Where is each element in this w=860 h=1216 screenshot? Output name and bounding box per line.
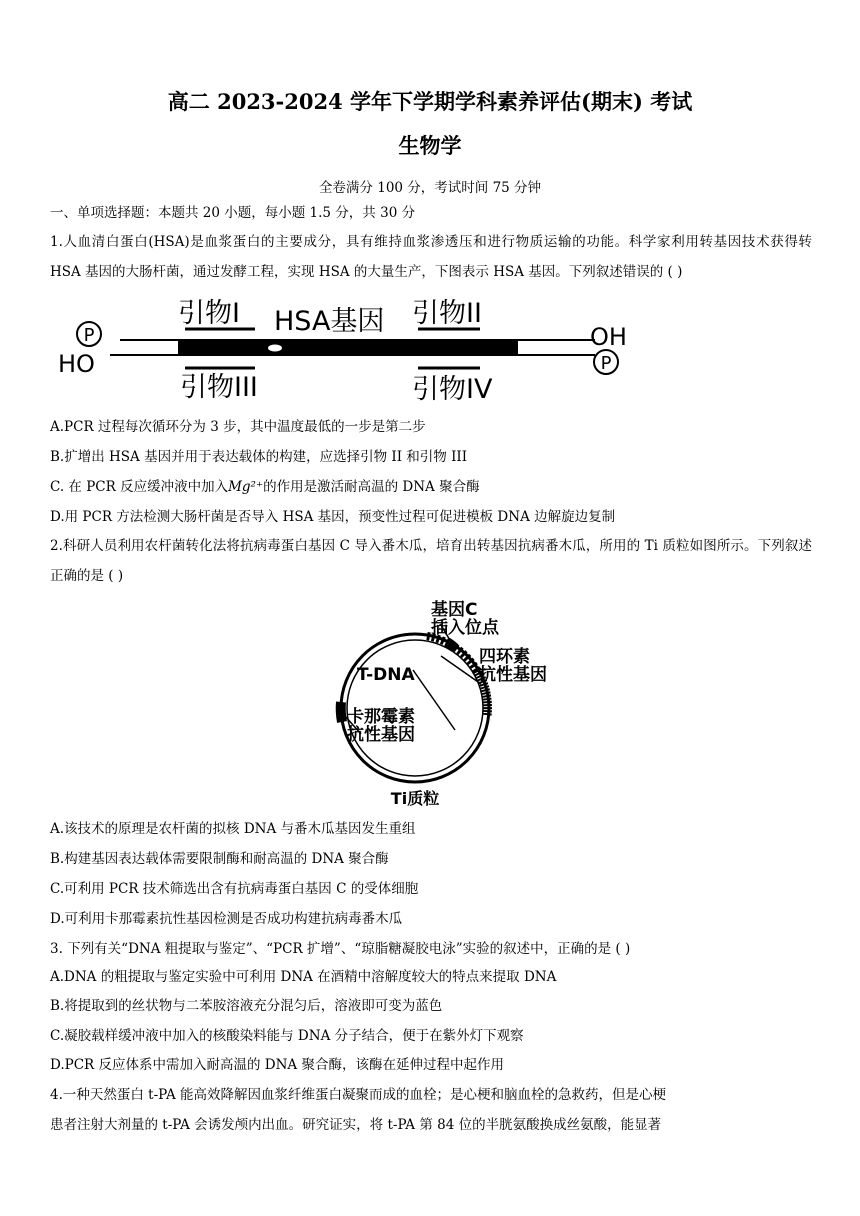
q1-option-d: D.用 PCR 方法检测大肠杆菌是否导入 HSA 基因，预变性过程可促进模板 DNA 边解旋边复制 [50, 509, 616, 525]
hsa-gene-block [178, 340, 518, 355]
q4-line-2: 患者注射大剂量的 t-PA 会诱发颅内出血。研究证实，将 t-PA 第 84 位的半胱氨酸换成丝氨酸，能显著 [50, 1117, 662, 1133]
q3-option-a: A.DNA 的粗提取与鉴定实验中可利用 DNA 在酒精中溶解度较大的特点来提取 DNA [50, 969, 557, 985]
insert-site-label-2: 插入位点 [431, 618, 499, 638]
subject-title: 生物学 [398, 133, 462, 158]
insert-site-label-1: 基因C [431, 600, 478, 620]
ti-plasmid-caption: Ti质粒 [390, 789, 440, 808]
q1-stem: 1.人血清白蛋白(HSA)是血浆蛋白的主要成分，具有维持血浆渗透压和进行物质运输的功能。科学家利用转基因技术获得转 HSA 基因的大肠杆菌，通过发酵工程，实现 HSA 的大量生产，下图表示 HSA 基因。下列叙述错误的 ( ) [50, 234, 812, 280]
primer-3-label: 引物III [180, 372, 258, 403]
ho-label: HO [58, 350, 95, 378]
hsa-gene-label: HSA基因 [274, 306, 385, 337]
q4-line-1: 4.一种天然蛋白 t-PA 能高效降解因血浆纤维蛋白凝聚而成的血栓；是心梗和脑血栓的急救药，但是心梗 [50, 1087, 667, 1103]
kanamycin-label-2: 抗性基因 [347, 725, 415, 745]
q2-option-b: B.构建基因表达载体需要限制酶和耐高温的 DNA 聚合酶 [50, 851, 389, 867]
section-heading: 一、单项选择题：本题共 20 小题，每小题 1.5 分，共 30 分 [50, 205, 416, 221]
oh-label: OH [590, 323, 627, 351]
hsa-gene-figure [50, 292, 670, 407]
gene-spot [268, 345, 282, 352]
tetracycline-label-2: 抗性基因 [479, 665, 547, 685]
q3-stem: 3. 下列有关“DNA 粗提取与鉴定”、“PCR 扩增”、“琼脂糖凝胶电泳”实验的叙述中，正确的是 ( ) [50, 941, 631, 957]
tetracycline-label-1: 四环素 [479, 647, 530, 667]
q1-option-a: A.PCR 过程每次循环分为 3 步，其中温度最低的一步是第二步 [50, 419, 426, 435]
primer-2-label: 引物II [412, 298, 482, 329]
q2-option-a: A.该技术的原理是农杆菌的拟核 DNA 与番木瓜基因发生重组 [50, 821, 416, 837]
exam-meta: 全卷满分 100 分，考试时间 75 分钟 [318, 180, 542, 196]
ti-plasmid-figure [305, 598, 565, 813]
q3-option-d: D.PCR 反应体系中需加入耐高温的 DNA 聚合酶，该酶在延伸过程中起作用 [50, 1057, 504, 1073]
insert-site-mark [447, 642, 455, 648]
kanamycin-label-1: 卡那霉素 [347, 707, 415, 727]
q3-option-c: C.凝胶载样缓冲液中加入的核酸染料能与 DNA 分子结合，便于在紫外灯下观察 [50, 1028, 524, 1044]
kanamycin-gene-arc [341, 702, 342, 722]
q3-option-b: B.将提取到的丝状物与二苯胺溶液充分混匀后，溶液即可变为蓝色 [50, 998, 443, 1014]
primer-1-label: 引物I [178, 298, 240, 329]
tdna-label: T-DNA [357, 665, 415, 685]
q1-option-b: B.扩增出 HSA 基因并用于表达载体的构建，应选择引物 II 和引物 III [50, 449, 468, 465]
exam-title: 高二 2023-2024 学年下学期学科素养评估(期末) 考试 [167, 89, 693, 114]
mg-formula: Mg²⁺ [228, 479, 264, 495]
q2-option-c: C.可利用 PCR 技术筛选出含有抗病毒蛋白基因 C 的受体细胞 [50, 881, 419, 897]
svg-text:P: P [600, 353, 612, 374]
q1-option-c: C. 在 PCR 反应缓冲液中加入Mg²⁺的作用是激活耐高温的 DNA 聚合酶 [50, 479, 480, 495]
q2-stem: 2.科研人员利用农杆菌转化法将抗病毒蛋白基因 C 导入番木瓜，培育出转基因抗病番木瓜，所用的 Ti 质粒如图所示。下列叙述正确的是 ( ) [50, 538, 812, 584]
svg-text:P: P [83, 325, 95, 346]
primer-4-label: 引物IV [412, 374, 493, 405]
q2-option-d: D.可利用卡那霉素抗性基因检测是否成功构建抗病毒番木瓜 [50, 911, 403, 927]
